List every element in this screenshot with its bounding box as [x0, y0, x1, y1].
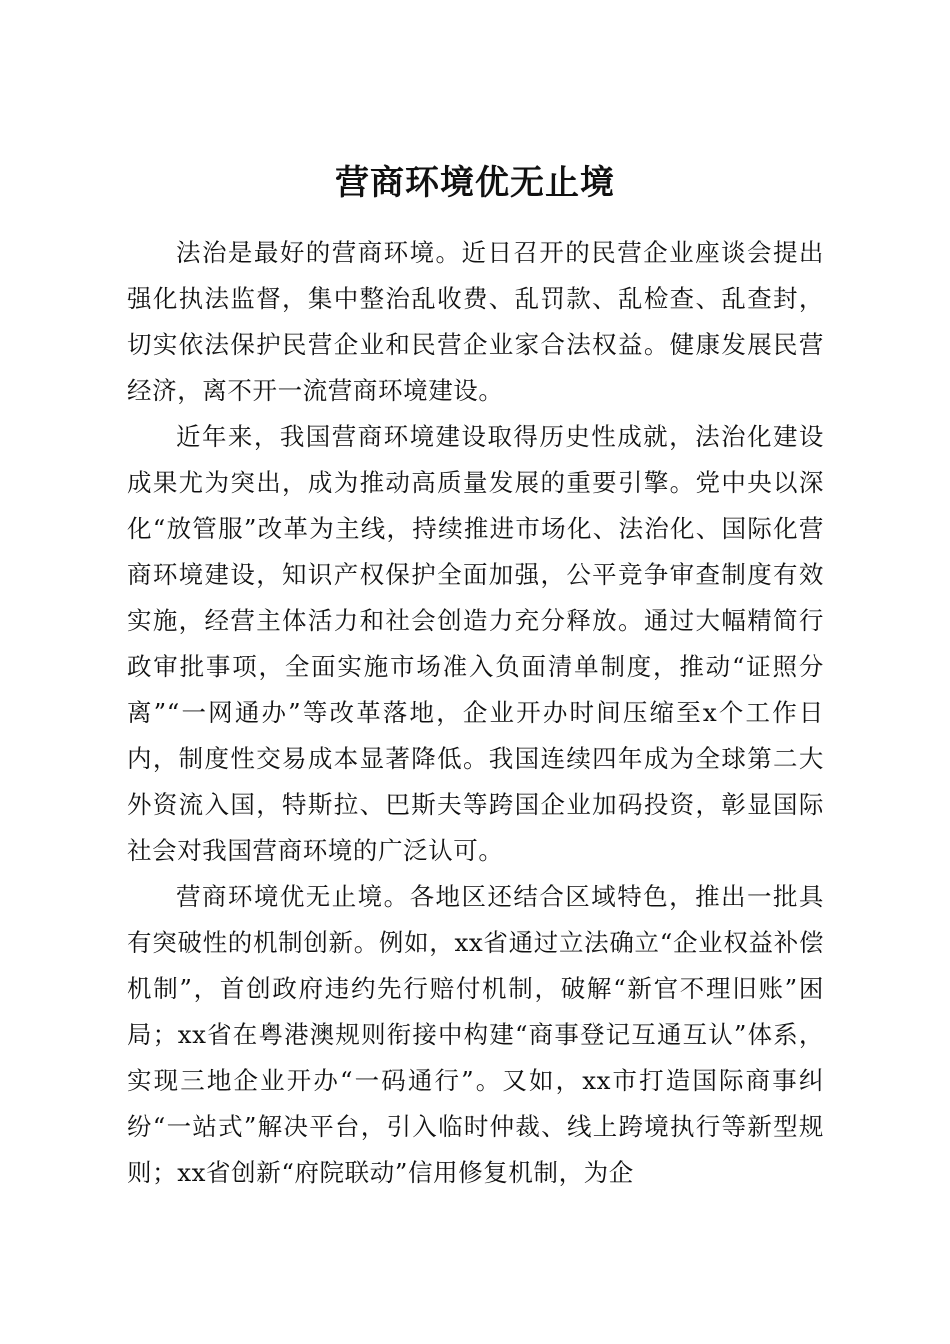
paragraph-1: 法治是最好的营商环境。近日召开的民营企业座谈会提出强化执法监督，集中整治乱收费、乱罚款、乱检查、乱查封，切实依法保护民营企业和民营企业家合法权益。健康发展民营经济，离不开一流营商环境建设。: [127, 238, 824, 405]
document-title: 营商环境优无止境: [335, 162, 615, 203]
document-body: [127, 230, 824, 1196]
paragraph-3: 营商环境优无止境。各地区还结合区域特色，推出一批具有突破性的机制创新。例如，xx省通过立法确立“企业权益补偿机制”，首创政府违约先行赔付机制，破解“新官不理旧账”困局；xx省在粤港澳规则衔接中构建“商事登记互通互认”体系，实现三地企业开办“一码通行”。又如，xx市打造国际商事纠纷“一站式”解决平台，引入临时仲裁、线上跨境执行等新型规则；xx省创新“府院联动”信用修复机制，为企: [127, 882, 824, 1187]
paragraph-2: 近年来，我国营商环境建设取得历史性成就，法治化建设成果尤为突出，成为推动高质量发展的重要引擎。党中央以深化“放管服”改革为主线，持续推进市场化、法治化、国际化营商环境建设，知识产权保护全面加强，公平竞争审查制度有效实施，经营主体活力和社会创造力充分释放。通过大幅精简行政审批事项，全面实施市场准入负面清单制度，推动“证照分离”“一网通办”等改革落地，企业开办时间压缩至x个工作日内，制度性交易成本显著降低。我国连续四年成为全球第二大外资流入国，特斯拉、巴斯夫等跨国企业加码投资，彰显国际社会对我国营商环境的广泛认可。: [127, 422, 824, 865]
